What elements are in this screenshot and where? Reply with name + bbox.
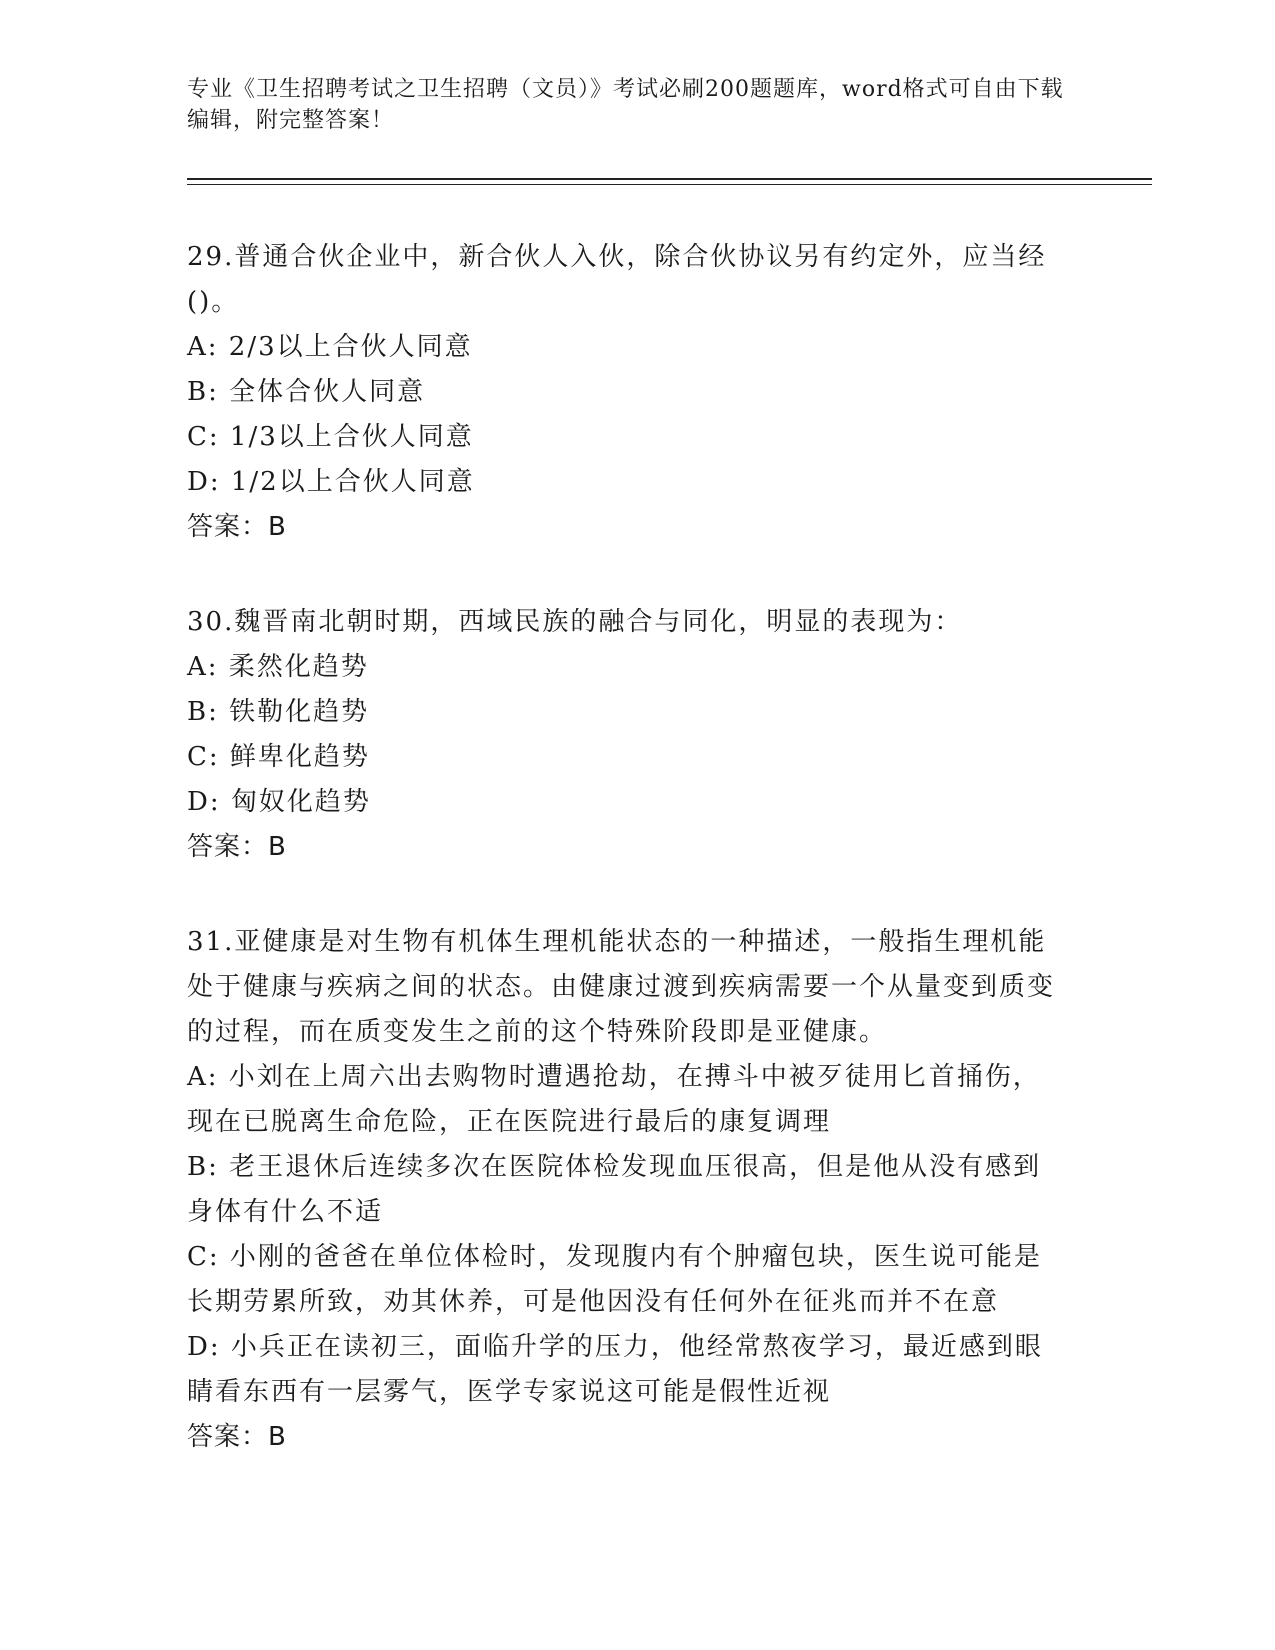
- question-stem: 31.亚健康是对生物有机体生理机能状态的一种描述，一般指生理机能处于健康与疾病之间的状态。由健康过渡到疾病需要一个从量变到质变的过程，而在质变发生之前的这个特殊阶段即是亚健康。: [187, 927, 1056, 1047]
- option-c: C: 小刚的爸爸在单位体检时，发现腹内有个肿瘤包块，医生说可能是长期劳累所致，劝其休养，可是他因没有任何外在征兆而并不在意: [187, 1242, 1042, 1317]
- document-header: 专业《卫生招聘考试之卫生招聘（文员）》考试必刷200题题库，word格式可自由下载编辑，附完整答案！: [187, 77, 1064, 133]
- option-b: B: 老王退休后连续多次在医院体检发现血压很高，但是他从没有感到身体有什么不适: [187, 1152, 1042, 1227]
- question-29: [187, 235, 1067, 550]
- question-stem: 30.魏晋南北朝时期，西域民族的融合与同化，明显的表现为：: [187, 607, 963, 637]
- option-a: A: 2/3以上合伙人同意: [187, 332, 473, 362]
- question-30: [187, 600, 1067, 870]
- header-divider-thin: [187, 184, 1152, 185]
- answer-line: 答案：B: [187, 832, 287, 862]
- option-a: A: 小刘在上周六出去购物时遭遇抢劫，在搏斗中被歹徒用匕首捅伤，现在已脱离生命危险，正在医院进行最后的康复调理: [187, 1062, 1041, 1137]
- option-d: D: 小兵正在读初三，面临升学的压力，他经常熬夜学习，最近感到眼睛看东西有一层雾气，医学专家说这可能是假性近视: [187, 1332, 1043, 1407]
- answer-line: 答案：B: [187, 512, 287, 542]
- option-a: A: 柔然化趋势: [187, 652, 369, 682]
- question-stem: 29.普通合伙企业中，新合伙人入伙，除合伙协议另有约定外，应当经()。: [187, 242, 1047, 317]
- question-31: [187, 920, 1067, 1460]
- option-c: C: 鲜卑化趋势: [187, 742, 370, 772]
- option-d: D: 匈奴化趋势: [187, 787, 371, 817]
- option-b: B: 铁勒化趋势: [187, 697, 370, 727]
- answer-line: 答案：B: [187, 1422, 287, 1452]
- header-divider-thick: [187, 178, 1152, 180]
- option-d: D: 1/2以上合伙人同意: [187, 467, 475, 497]
- option-b: B: 全体合伙人同意: [187, 377, 426, 407]
- option-c: C: 1/3以上合伙人同意: [187, 422, 474, 452]
